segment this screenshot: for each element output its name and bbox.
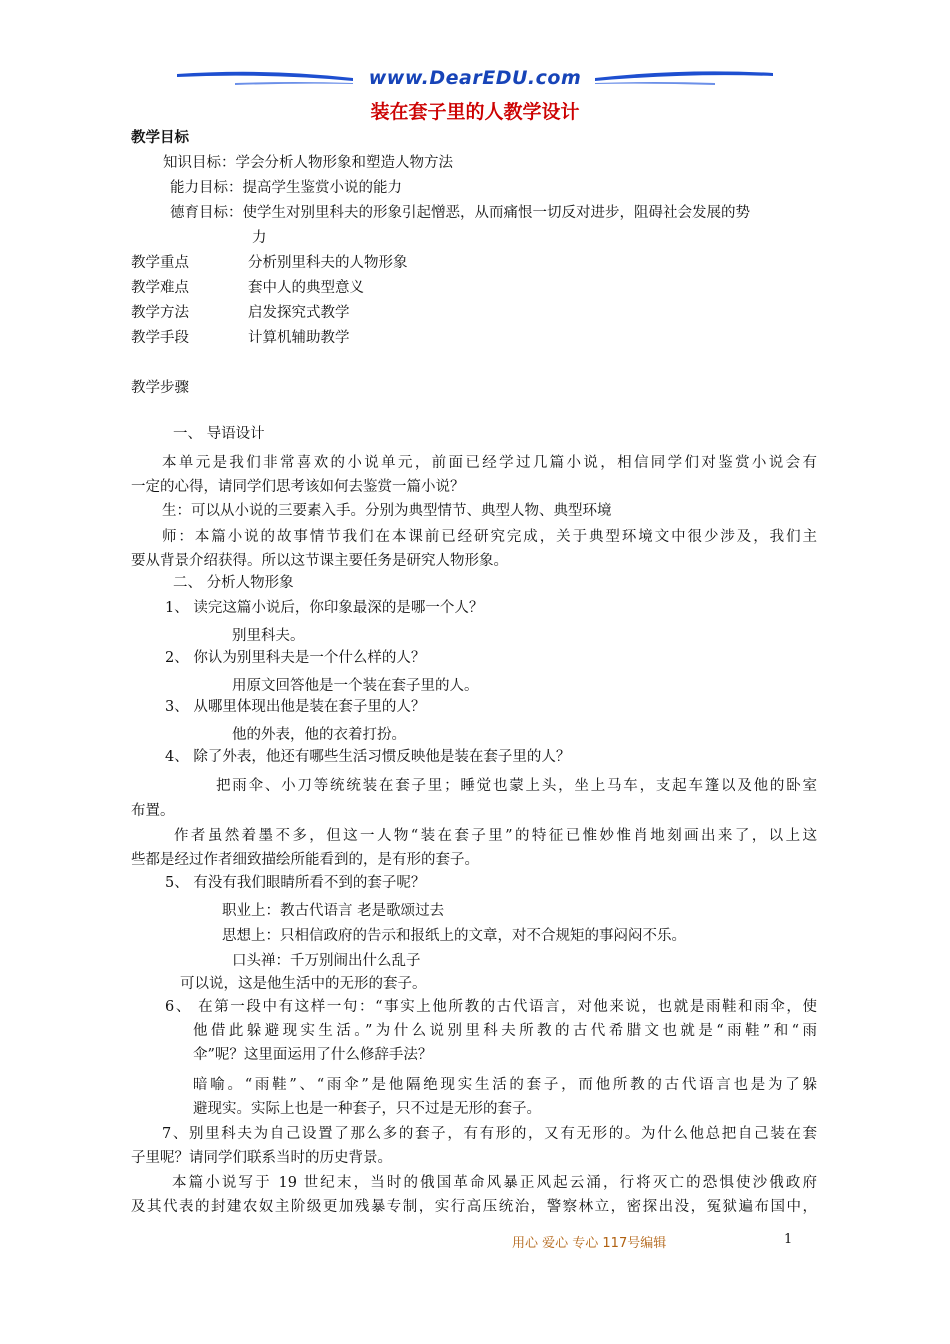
question-4: 4、 除了外表，他还有哪些生活习惯反映他是装在套子里的人？ [165, 749, 571, 765]
method-label: 教学方法 [131, 305, 189, 321]
question-2: 2、 你认为别里科夫是一个什么样的人？ [165, 650, 426, 666]
author-note-cont: 些都是经过作者细致描绘所能看到的，是有形的套子。 [131, 852, 479, 868]
difficulty-label: 教学难点 [131, 280, 189, 296]
teacher-remark-cont: 要从背景介绍获得。所以这节课主要任务是研究人物形象。 [131, 553, 508, 569]
knowledge-objective: 知识目标：学会分析人物形象和塑造人物方法 [163, 155, 453, 171]
site-banner[interactable] [175, 64, 775, 98]
question-6-line3: 伞”呢？这里面运用了什么修辞手法？ [193, 1047, 433, 1063]
background-paragraph-cont: 及其代表的封建农奴主阶级更加残暴专制，实行高压统治，警察林立，密探出没，冤狱遍布国中， [131, 1199, 817, 1215]
author-note: 作者虽然着墨不多，但这一人物“装在套子里”的特征已惟妙惟肖地刻画出来了，以上这 [174, 828, 817, 844]
means-label: 教学手段 [131, 330, 189, 346]
key-point-value: 分析别里科夫的人物形象 [248, 255, 408, 271]
difficulty-value: 套中人的典型意义 [248, 280, 364, 296]
analysis-heading: 二、 分析人物形象 [173, 575, 294, 591]
question-6-line2: 他借此躲避现实生活。”为什么说别里科夫所教的古代希腊文也就是“雨鞋”和“雨 [193, 1023, 817, 1039]
ability-objective: 能力目标：提高学生鉴赏小说的能力 [170, 180, 402, 196]
intro-heading: 一、 导语设计 [173, 426, 265, 442]
intro-paragraph-cont: 一定的心得，请同学们思考该如何去鉴赏一篇小说？ [131, 479, 465, 495]
key-point-label: 教学重点 [131, 255, 189, 271]
means-value: 计算机辅助教学 [248, 330, 350, 346]
background-paragraph: 本篇小说写于 19 世纪末，当时的俄国革命风暴正风起云涌，行将灭亡的恐惧使沙俄政府 [172, 1175, 817, 1191]
answer-2: 用原文回答他是一个装在套子里的人。 [232, 678, 479, 694]
student-answer: 生：可以从小说的三要素入手。分别为典型情节、典型人物、典型环境 [162, 503, 612, 519]
footer-note: 用心 爱心 专心 117号编辑 [512, 1236, 667, 1251]
question-7: 7、别里科夫为自己设置了那么多的套子，有有形的，又有无形的。为什么他总把自己装在套 [162, 1126, 817, 1142]
answer-3: 他的外表，他的衣着打扮。 [232, 727, 406, 743]
question-3: 3、 从哪里体现出他是装在套子里的人？ [165, 699, 426, 715]
moral-objective: 德育目标：使学生对别里科夫的形象引起憎恶，从而痛恨一切反对进步，阻碍社会发展的势 [170, 205, 750, 221]
answer-5-thought: 思想上：只相信政府的告示和报纸上的文章，对不合规矩的事闷闷不乐。 [222, 928, 686, 944]
question-6: 6、 在第一段中有这样一句：“事实上他所教的古代语言，对他来说，也就是雨鞋和雨伞，使 [165, 999, 817, 1015]
document-title: 装在套子里的人教学设计 [370, 101, 580, 123]
answer-6: 暗喻。“雨鞋”、“雨伞”是他隔绝现实生活的套子，而他所教的古代语言也是为了躲 [193, 1077, 817, 1093]
answer-5-catchphrase: 口头禅：千万别闹出什么乱子 [232, 953, 421, 969]
page-number: 1 [784, 1232, 793, 1247]
site-url[interactable]: www.DearEDU.com [368, 67, 582, 89]
objectives-heading: 教学目标 [131, 129, 189, 146]
teacher-remark: 师：本篇小说的故事情节我们在本课前已经研究完成，关于典型环境文中很少涉及，我们主 [162, 529, 817, 545]
answer-1: 别里科夫。 [232, 628, 305, 644]
answer-4: 把雨伞、小刀等统统装在套子里；睡觉也蒙上头，坐上马车，支起车篷以及他的卧室 [216, 778, 817, 794]
answer-6-cont: 避现实。实际上也是一种套子，只不过是无形的套子。 [193, 1101, 541, 1117]
answer-4-cont: 布置。 [131, 803, 175, 819]
answer-5-job: 职业上：教古代语言 老是歌颂过去 [222, 903, 445, 919]
moral-objective-cont: 力 [252, 230, 267, 246]
intro-paragraph: 本单元是我们非常喜欢的小说单元，前面已经学过几篇小说，相信同学们对鉴赏小说会有 [162, 455, 817, 471]
answer-5-summary: 可以说，这是他生活中的无形的套子。 [180, 976, 427, 992]
steps-heading: 教学步骤 [131, 380, 189, 396]
question-7-cont: 子里呢？请同学们联系当时的历史背景。 [131, 1150, 392, 1166]
question-1: 1、 读完这篇小说后，你印象最深的是哪一个人？ [165, 600, 484, 616]
question-5: 5、 有没有我们眼睛所看不到的套子呢？ [165, 875, 426, 891]
method-value: 启发探究式教学 [248, 305, 350, 321]
